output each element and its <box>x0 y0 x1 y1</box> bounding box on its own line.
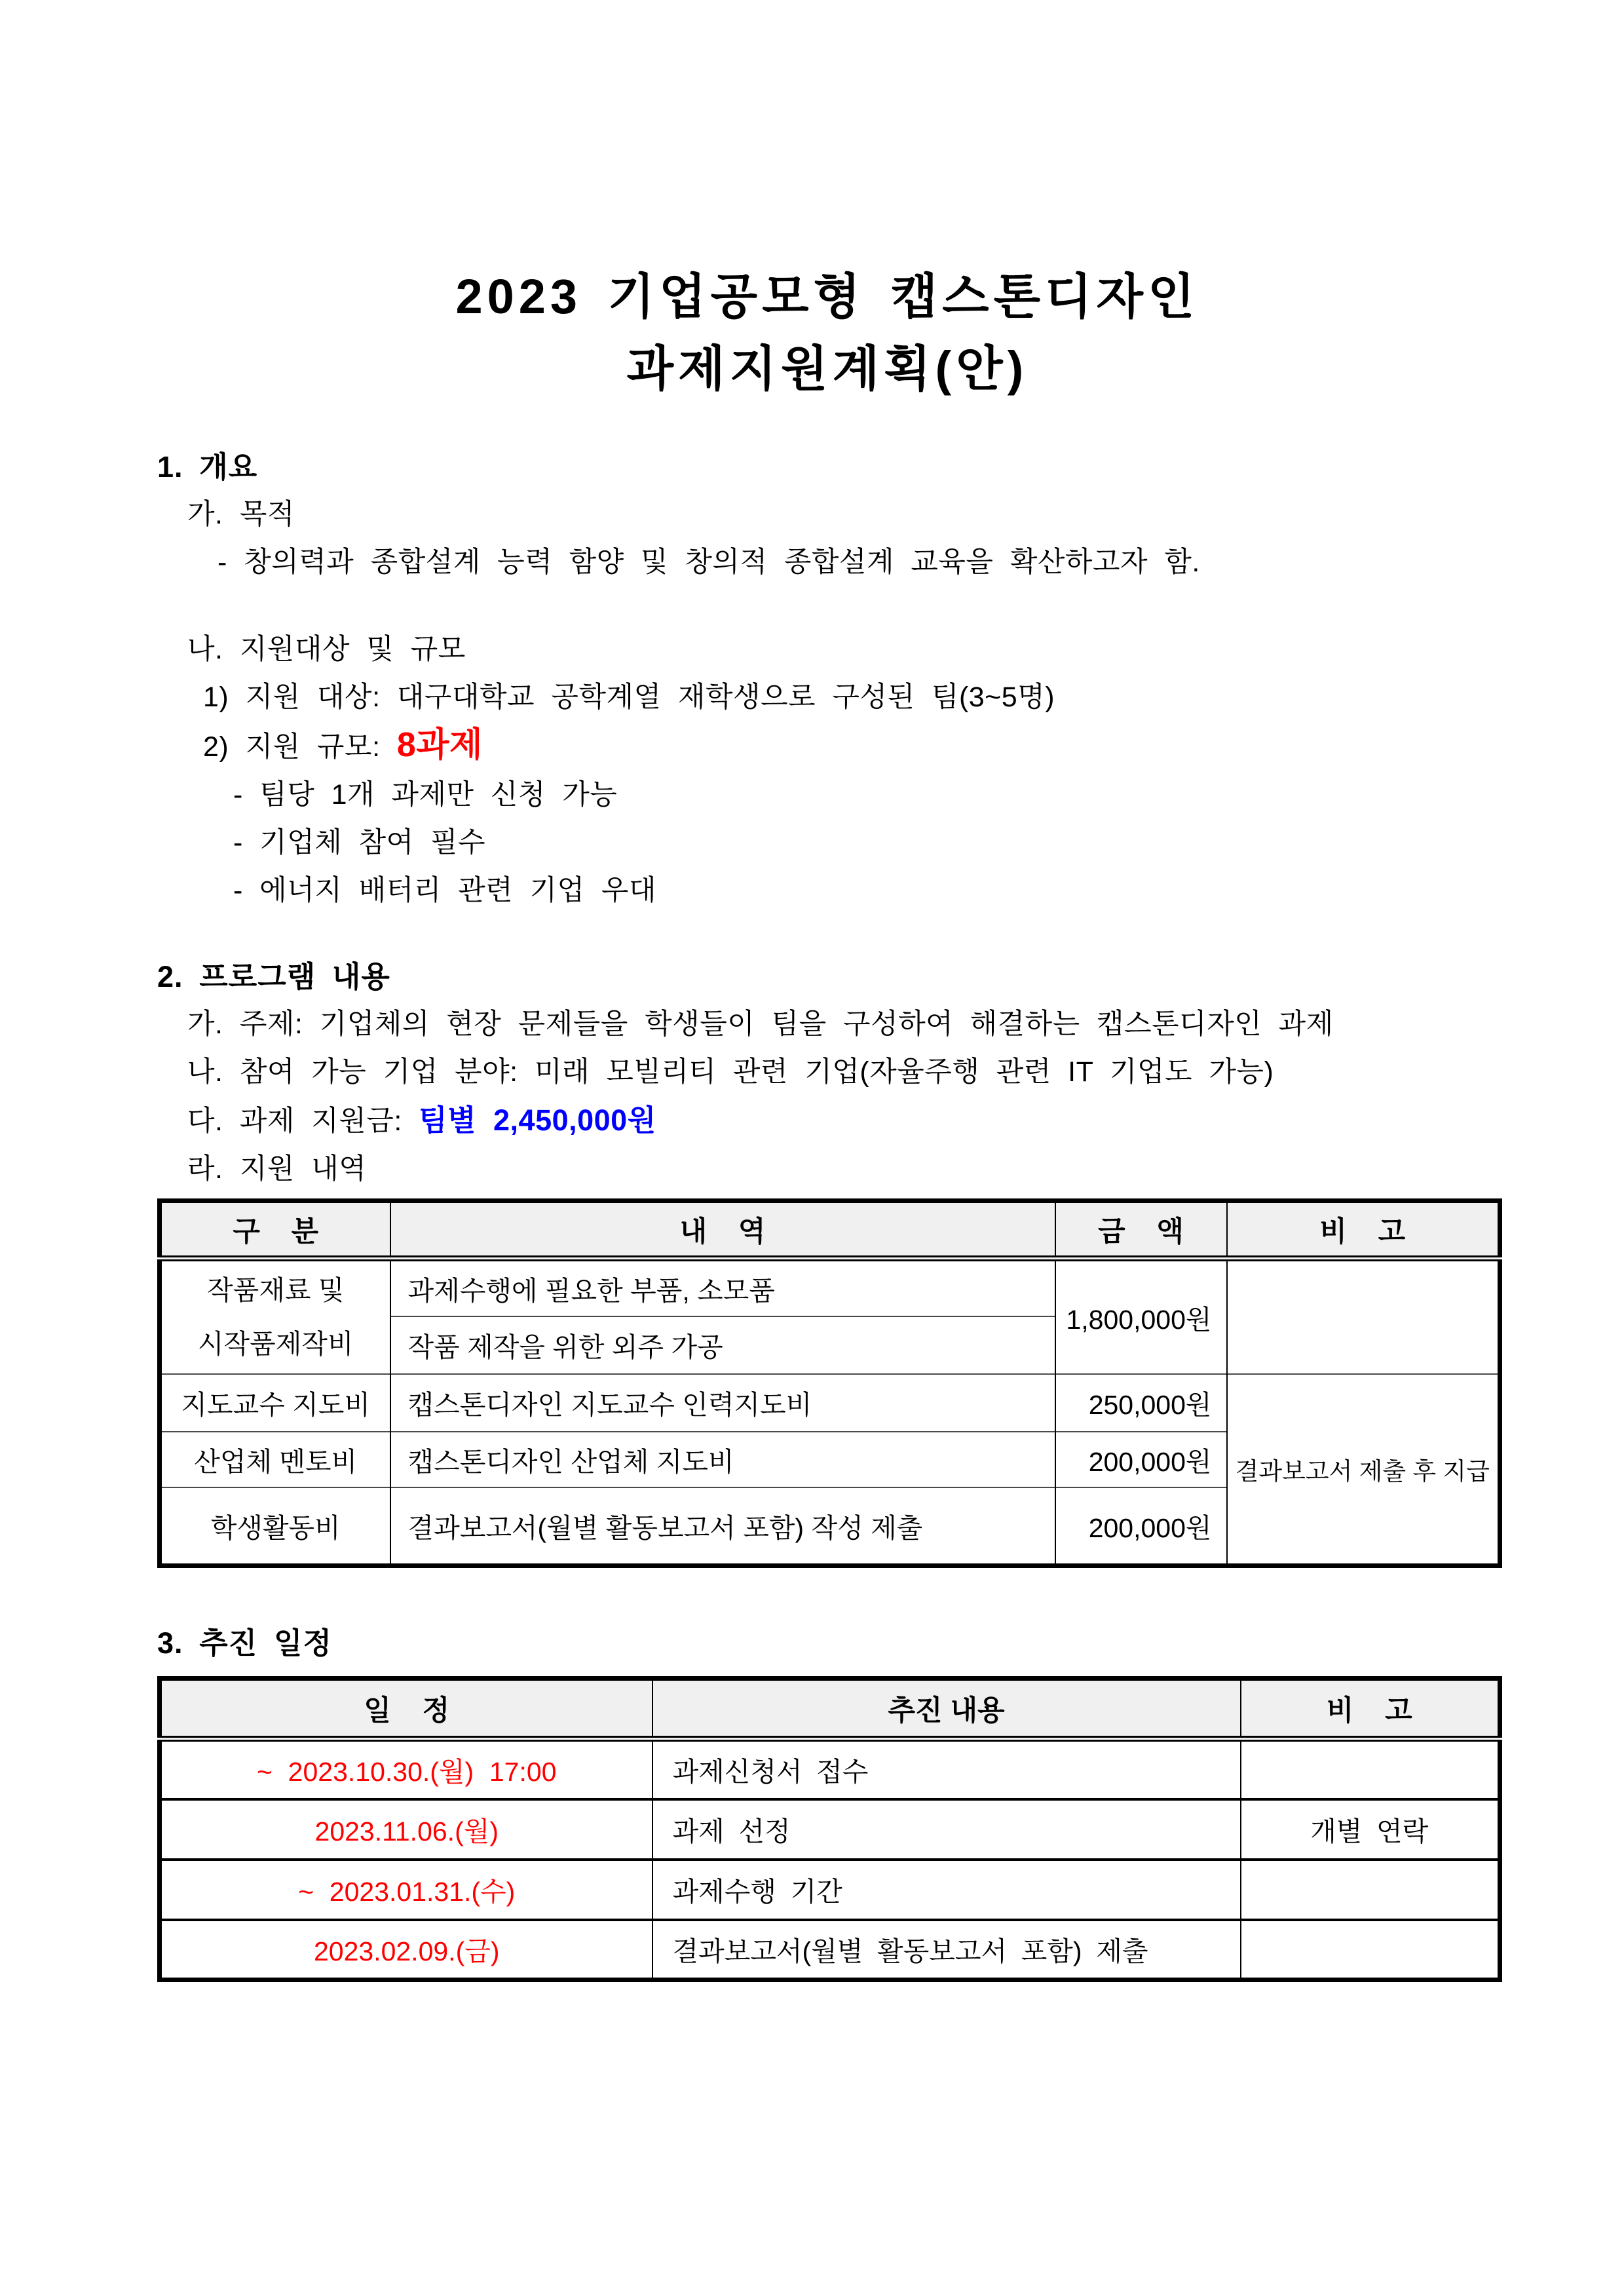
schedule-table <box>157 1676 1502 1982</box>
cell-schedule-note-1 <box>1241 1739 1500 1799</box>
cell-schedule-date-2: 2023.11.06.(월) <box>160 1799 652 1860</box>
table-row <box>160 1860 1500 1920</box>
section-overview-heading: 1. 개요 <box>157 450 258 484</box>
overview-scale-highlight: 8과제 <box>396 726 483 764</box>
cell-note-materials <box>1227 1259 1500 1374</box>
cell-detail-parts: 과제수행에 필요한 부품, 소모품 <box>390 1259 1055 1316</box>
schedule-table-header-row <box>160 1679 1500 1739</box>
cell-schedule-note-4 <box>1241 1920 1500 1980</box>
cell-detail-student: 결과보고서(월별 활동보고서 포함) 작성 제출 <box>390 1487 1055 1566</box>
cell-category-materials-line2: 시작품제작비 <box>197 1329 354 1360</box>
schedule-col-content: 추진 내용 <box>652 1679 1241 1739</box>
overview-target-item: 1) 지원 대상: 대구대학교 공학계열 재학생으로 구성된 팀(3~5명) <box>203 681 1055 713</box>
cell-schedule-note-2: 개별 연락 <box>1241 1799 1500 1860</box>
table-row <box>160 1374 1500 1432</box>
support-col-note: 비 고 <box>1227 1201 1500 1259</box>
cell-schedule-date-4: 2023.02.09.(금) <box>160 1920 652 1980</box>
cell-category-industry: 산업체 멘토비 <box>160 1432 390 1487</box>
overview-scale-note-2: - 기업체 참여 필수 <box>233 827 486 858</box>
overview-scale-note-3: - 에너지 배터리 관련 기업 우대 <box>233 875 657 906</box>
document-content <box>157 261 1498 1982</box>
program-topic: 가. 주제: 기업체의 현장 문제들을 학생들이 팀을 구성하여 해결하는 캡스톤디자인 과제 <box>187 1008 1334 1040</box>
section-program-heading: 2. 프로그램 내용 <box>157 960 390 993</box>
cell-schedule-content-1: 과제신청서 접수 <box>652 1739 1241 1799</box>
cell-amount-materials: 1,800,000원 <box>1055 1259 1227 1374</box>
table-row <box>160 1739 1500 1799</box>
cell-detail-outsourcing: 작품 제작을 위한 외주 가공 <box>390 1316 1055 1374</box>
support-col-category: 구 분 <box>160 1201 390 1259</box>
schedule-col-date: 일 정 <box>160 1679 652 1739</box>
cell-amount-student: 200,000원 <box>1055 1487 1227 1566</box>
table-row <box>160 1259 1500 1316</box>
overview-target-label: 나. 지원대상 및 규모 <box>187 634 466 665</box>
overview-purpose-label: 가. 목적 <box>187 499 295 530</box>
document-title <box>157 261 1498 405</box>
table-row <box>160 1920 1500 1980</box>
cell-category-professor: 지도교수 지도비 <box>160 1374 390 1432</box>
cell-category-materials <box>160 1259 390 1374</box>
cell-note-payment: 결과보고서 제출 후 지급 <box>1227 1374 1500 1566</box>
cell-detail-professor: 캡스톤디자인 지도교수 인력지도비 <box>390 1374 1055 1432</box>
cell-detail-industry: 캡스톤디자인 산업체 지도비 <box>390 1432 1055 1487</box>
document-title-line2: 과제지원계획(안) <box>626 341 1029 396</box>
overview-scale-note-1: - 팀당 1개 과제만 신청 가능 <box>233 779 618 811</box>
cell-schedule-content-3: 과제수행 기간 <box>652 1860 1241 1920</box>
table-row <box>160 1799 1500 1860</box>
cell-amount-industry: 200,000원 <box>1055 1432 1227 1487</box>
support-table <box>157 1198 1502 1568</box>
support-col-detail: 내 역 <box>390 1201 1055 1259</box>
support-table-header-row <box>160 1201 1500 1259</box>
cell-schedule-note-3 <box>1241 1860 1500 1920</box>
document-title-line1: 2023 기업공모형 캡스톤디자인 <box>455 269 1199 324</box>
schedule-col-note: 비 고 <box>1241 1679 1500 1739</box>
cell-schedule-date-1: ~ 2023.10.30.(월) 17:00 <box>160 1739 652 1799</box>
cell-schedule-date-3: ~ 2023.01.31.(수) <box>160 1860 652 1920</box>
overview-scale-prefix: 2) 지원 규모: <box>203 731 397 763</box>
section-schedule-heading: 3. 추진 일정 <box>157 1626 332 1660</box>
cell-schedule-content-4: 결과보고서(월별 활동보고서 포함) 제출 <box>652 1920 1241 1980</box>
cell-schedule-content-2: 과제 선정 <box>652 1799 1241 1860</box>
cell-category-materials-line1: 작품재료 및 <box>207 1275 345 1306</box>
cell-category-student: 학생활동비 <box>160 1487 390 1566</box>
program-fund-highlight: 팀별 2,450,000원 <box>419 1103 656 1137</box>
support-col-amount: 금 액 <box>1055 1201 1227 1259</box>
program-field: 나. 참여 가능 기업 분야: 미래 모빌리티 관련 기업(자율주행 관련 IT 기업도 가능) <box>187 1056 1274 1088</box>
overview-scale-item <box>157 721 1498 771</box>
overview-purpose-text: - 창의력과 종합설계 능력 함양 및 창의적 종합설계 교육을 확산하고자 함. <box>217 546 1200 578</box>
program-fund <box>157 1096 1498 1145</box>
program-fund-prefix: 다. 과제 지원금: <box>187 1105 419 1137</box>
program-detail-label: 라. 지원 내역 <box>187 1153 367 1185</box>
cell-amount-professor: 250,000원 <box>1055 1374 1227 1432</box>
